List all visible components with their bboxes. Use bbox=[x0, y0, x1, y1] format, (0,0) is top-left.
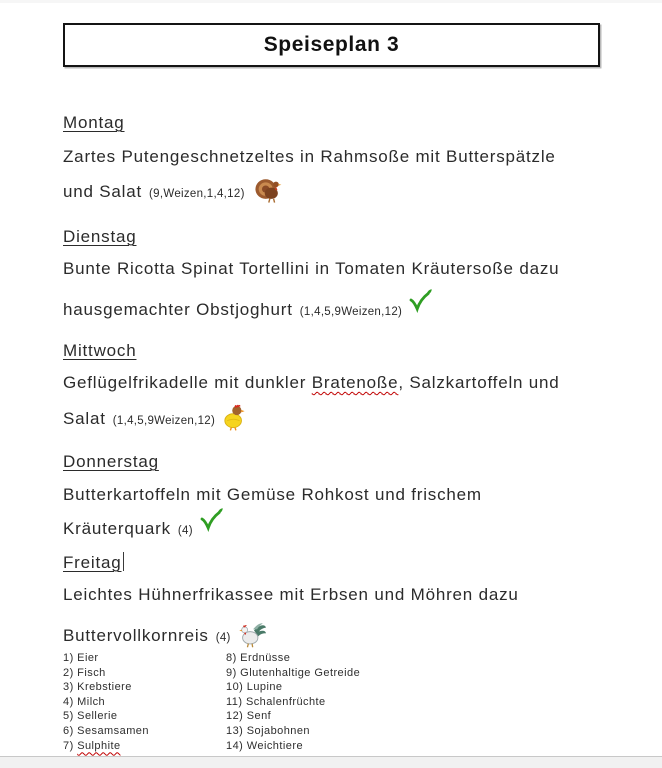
turkey-icon[interactable] bbox=[253, 176, 284, 211]
allergen-item[interactable]: 8) Erdnüsse bbox=[226, 652, 291, 664]
misspelled-word: Sulphite bbox=[77, 739, 121, 752]
day-heading-label: Dienstag bbox=[63, 227, 137, 246]
allergen-item[interactable] bbox=[63, 739, 226, 754]
allergen-item[interactable]: 9) Glutenhaltige Getreide bbox=[226, 666, 361, 679]
menu-text: Zartes Putengeschnetzeltes in Rahmsoße mit Butterspätzle bbox=[63, 147, 556, 166]
allergen-item[interactable]: 11) Schalenfrüchte bbox=[226, 695, 326, 708]
menu-line-donnerstag-2[interactable] bbox=[63, 507, 223, 543]
allergen-item[interactable]: 2) Fisch bbox=[63, 666, 106, 679]
allergen-item[interactable]: 14) Weichtiere bbox=[226, 739, 304, 752]
day-heading-label: Donnerstag bbox=[63, 452, 159, 471]
misspelled-word: Bratenoße bbox=[311, 373, 399, 392]
page-title: Speiseplan 3 bbox=[263, 33, 400, 56]
allergen-code: (4) bbox=[215, 632, 231, 644]
menu-text: , Salzkartoffeln und bbox=[398, 373, 560, 392]
allergen-code: (1,4,5,9Weizen,12) bbox=[112, 415, 216, 427]
allergen-code: (9,Weizen,1,4,12) bbox=[149, 188, 245, 200]
menu-line-dienstag-1[interactable] bbox=[63, 257, 559, 281]
day-heading-donnerstag[interactable] bbox=[63, 450, 159, 474]
allergen-item[interactable]: 12) Senf bbox=[226, 710, 272, 723]
menu-line-donnerstag-1[interactable] bbox=[63, 483, 482, 507]
menu-text: Leichtes Hühnerfrikassee mit Erbsen und Möhren dazu bbox=[63, 585, 519, 604]
menu-text: Bunte Ricotta Spinat Tortellini in Tomaten Kräutersoße dazu bbox=[63, 259, 560, 278]
menu-line-dienstag-2[interactable] bbox=[63, 288, 432, 324]
allergen-legend-col2 bbox=[226, 651, 389, 753]
menu-text: hausgemachter Obstjoghurt bbox=[63, 300, 293, 319]
allergen-item[interactable]: 10) Lupine bbox=[226, 681, 283, 694]
document-body[interactable] bbox=[63, 0, 600, 756]
page-bottom-edge bbox=[0, 756, 662, 768]
allergen-legend-col1 bbox=[63, 651, 226, 753]
text-cursor bbox=[123, 552, 125, 571]
menu-text: und Salat bbox=[63, 182, 143, 201]
allergen-item[interactable]: 1) Eier bbox=[63, 652, 99, 664]
menu-text: Butterkartoffeln mit Gemüse Rohkost und frischem bbox=[63, 485, 482, 504]
menu-text: Salat bbox=[63, 409, 106, 428]
rooster-icon[interactable] bbox=[239, 621, 268, 655]
allergen-item[interactable]: 3) Krebstiere bbox=[63, 681, 132, 694]
day-heading-label: Mittwoch bbox=[63, 341, 137, 360]
menu-line-mittwoch-1[interactable] bbox=[63, 371, 560, 395]
allergen-item[interactable]: 5) Sellerie bbox=[63, 710, 118, 723]
allergen-number: 7) bbox=[63, 739, 78, 752]
title-box[interactable] bbox=[63, 23, 600, 67]
allergen-item[interactable]: 4) Milch bbox=[63, 695, 106, 708]
menu-text: Geflügelfrikadelle mit dunkler bbox=[63, 373, 312, 392]
allergen-item[interactable]: 6) Sesamsamen bbox=[63, 724, 149, 737]
day-heading-label: Freitag bbox=[63, 553, 122, 572]
menu-line-montag-2[interactable] bbox=[63, 176, 284, 211]
day-heading-dienstag[interactable] bbox=[63, 225, 137, 249]
veggie-check-icon[interactable] bbox=[406, 288, 432, 320]
day-heading-mittwoch[interactable] bbox=[63, 339, 136, 363]
veggie-check-icon[interactable] bbox=[197, 507, 223, 539]
chicken-icon[interactable] bbox=[223, 402, 247, 438]
menu-line-montag-1[interactable] bbox=[63, 145, 556, 169]
day-heading-freitag[interactable] bbox=[63, 551, 124, 575]
menu-text: Kräuterquark bbox=[63, 519, 171, 538]
allergen-legend bbox=[63, 651, 389, 753]
allergen-code: (1,4,5,9Weizen,12) bbox=[299, 306, 403, 318]
day-heading-label: Montag bbox=[63, 113, 125, 132]
allergen-code: (4) bbox=[177, 525, 193, 537]
menu-line-mittwoch-2[interactable] bbox=[63, 402, 247, 438]
menu-text: Buttervollkornreis bbox=[63, 626, 209, 645]
menu-line-freitag-2[interactable] bbox=[63, 621, 268, 655]
menu-line-freitag-1[interactable] bbox=[63, 583, 519, 607]
day-heading-montag[interactable] bbox=[63, 111, 125, 135]
allergen-item[interactable]: 13) Sojabohnen bbox=[226, 724, 310, 737]
